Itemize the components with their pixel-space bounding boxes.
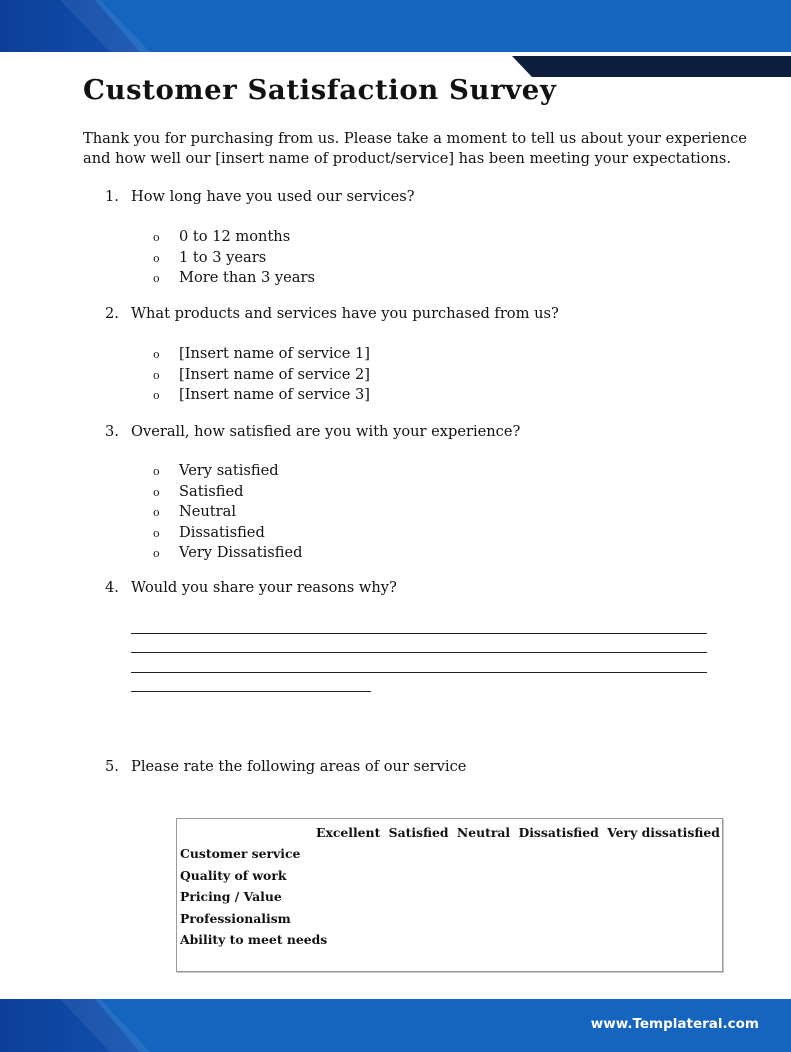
option-item[interactable] xyxy=(153,523,302,544)
rating-column-header: Satisfied xyxy=(388,825,449,840)
question-number: 1. xyxy=(105,188,119,205)
rating-table xyxy=(176,818,723,972)
question-text: What products and services have you purchased from us? xyxy=(131,305,559,322)
option-label: Very Dissatisfied xyxy=(179,544,303,561)
option-label: [Insert name of service 1] xyxy=(179,345,370,362)
option-item[interactable] xyxy=(153,461,302,482)
question-text: Overall, how satisfied are you with your experience? xyxy=(131,423,521,440)
answer-line[interactable] xyxy=(131,691,371,692)
question-5 xyxy=(105,758,466,775)
answer-line[interactable] xyxy=(131,652,707,653)
circle-bullet-icon: o xyxy=(153,547,160,560)
website-link[interactable]: www.Templateral.com xyxy=(590,1016,759,1032)
option-label: [Insert name of service 2] xyxy=(179,365,370,383)
rating-row-label: Pricing / Value xyxy=(180,889,282,904)
option-item[interactable] xyxy=(153,344,370,365)
rating-row-label: Customer service xyxy=(180,846,301,861)
circle-bullet-icon: o xyxy=(153,251,160,265)
answer-line[interactable] xyxy=(131,672,707,673)
header-banner xyxy=(0,0,791,52)
option-label: Dissatisfied xyxy=(179,523,265,541)
circle-bullet-icon: o xyxy=(153,506,160,519)
question-1-options xyxy=(153,227,315,289)
intro-paragraph xyxy=(83,129,747,168)
intro-line: Thank you for purchasing from us. Please take a moment to tell us about your experience xyxy=(83,130,747,147)
circle-bullet-icon: o xyxy=(153,272,160,285)
option-label: Very satisfied xyxy=(179,462,279,479)
question-number: 5. xyxy=(105,758,119,775)
circle-bullet-icon: o xyxy=(153,231,160,244)
option-item[interactable] xyxy=(153,502,302,523)
option-item[interactable] xyxy=(153,482,302,503)
option-item[interactable] xyxy=(153,227,315,248)
rating-column-header: Neutral xyxy=(456,825,511,840)
option-item[interactable] xyxy=(153,365,370,386)
rating-row-label: Ability to meet needs xyxy=(180,932,328,947)
rating-column-header: Excellent xyxy=(316,825,381,840)
option-label: More than 3 years xyxy=(179,269,315,286)
option-item[interactable] xyxy=(153,543,302,564)
circle-bullet-icon: o xyxy=(153,526,160,540)
rating-row-label: Professionalism xyxy=(180,910,291,926)
answer-line[interactable] xyxy=(131,633,707,634)
circle-bullet-icon: o xyxy=(153,389,160,402)
circle-bullet-icon: o xyxy=(153,485,160,499)
option-label: Neutral xyxy=(179,503,237,520)
question-text: Would you share your reasons why? xyxy=(131,579,397,596)
question-number: 4. xyxy=(105,579,119,596)
page-title: Customer Satisfaction Survey xyxy=(83,74,557,106)
rating-table-rows xyxy=(180,846,327,954)
option-label: 0 to 12 months xyxy=(179,228,291,245)
question-2-options xyxy=(153,344,370,406)
question-2 xyxy=(105,305,559,322)
question-number: 2. xyxy=(105,305,119,322)
footer-banner xyxy=(0,999,791,1052)
option-label: Satisfied xyxy=(179,482,244,500)
option-label: 1 to 3 years xyxy=(179,248,267,266)
rating-row-label: Quality of work xyxy=(180,867,287,883)
question-1 xyxy=(105,188,415,205)
question-3-options xyxy=(153,461,302,564)
circle-bullet-icon: o xyxy=(153,348,160,361)
option-item[interactable] xyxy=(153,385,370,406)
question-number: 3. xyxy=(105,423,119,440)
rating-column-header: Dissatisfied xyxy=(518,825,599,840)
question-4 xyxy=(105,579,397,596)
circle-bullet-icon: o xyxy=(153,368,160,382)
question-3 xyxy=(105,423,520,440)
circle-bullet-icon: o xyxy=(153,465,160,478)
option-label: [Insert name of service 3] xyxy=(179,386,370,403)
rating-column-header: Very dissatisfied xyxy=(607,825,720,840)
question-text: How long have you used our services? xyxy=(131,188,415,205)
intro-line: and how well our [insert name of product/service] has been meeting your expectations. xyxy=(83,149,732,167)
question-text: Please rate the following areas of our service xyxy=(131,758,467,775)
rating-table-header xyxy=(316,825,724,840)
option-item[interactable] xyxy=(153,268,315,289)
option-item[interactable] xyxy=(153,248,315,269)
